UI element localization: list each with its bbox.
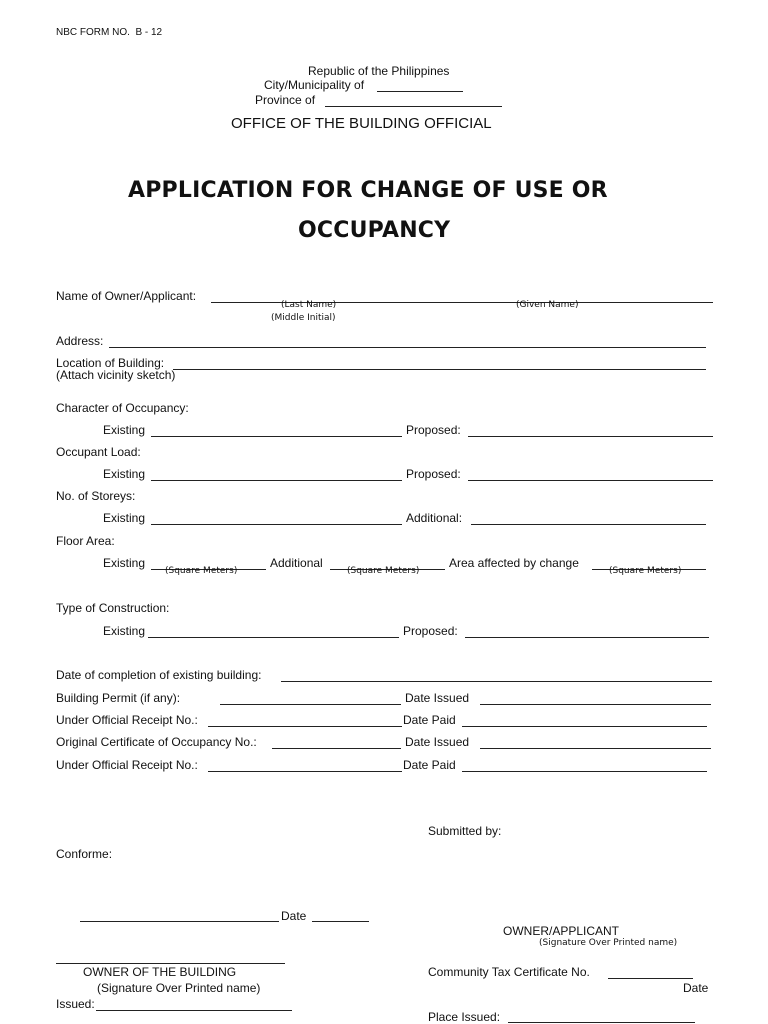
- occupant-load-label: Occupant Load:: [56, 445, 141, 459]
- permit-date-issued-label: Date Issued: [405, 691, 470, 705]
- issued-field[interactable]: [96, 1010, 292, 1011]
- address-label: Address:: [56, 334, 104, 348]
- owner-applicant-caption: OWNER/APPLICANT: [503, 924, 620, 938]
- receipt2-date-paid-field[interactable]: [462, 771, 707, 772]
- floor-affected-unit: (Square Meters): [609, 566, 682, 576]
- owner-building-caption: OWNER OF THE BUILDING: [83, 965, 237, 979]
- floor-additional-unit: (Square Meters): [347, 566, 420, 576]
- form-number: NBC FORM NO. B - 12: [56, 27, 163, 38]
- completion-field[interactable]: [281, 681, 712, 682]
- place-issued-field[interactable]: [508, 1022, 695, 1023]
- ctc-label: Community Tax Certificate No.: [428, 965, 590, 979]
- receipt2-field[interactable]: [208, 771, 402, 772]
- ctc-field[interactable]: [608, 978, 693, 979]
- owner-label: Name of Owner/Applicant:: [56, 289, 197, 303]
- floor-existing-unit: (Square Meters): [165, 566, 238, 576]
- place-issued-label: Place Issued:: [428, 1010, 501, 1024]
- province-label: Province of: [255, 93, 316, 107]
- city-field[interactable]: [377, 91, 463, 92]
- certificate-label: Original Certificate of Occupancy No.:: [56, 735, 257, 749]
- occupant-proposed-field[interactable]: [468, 480, 713, 481]
- construction-proposed-field[interactable]: [465, 637, 709, 638]
- applicant-signature-caption: (Signature Over Printed name): [539, 938, 678, 948]
- permit-date-issued-field[interactable]: [480, 704, 711, 705]
- character-existing-label: Existing: [103, 423, 146, 437]
- floor-affected-label: Area affected by change: [449, 556, 579, 570]
- receipt-label: Under Official Receipt No.:: [56, 713, 198, 727]
- building-permit-label: Building Permit (if any):: [56, 691, 181, 705]
- certificate-date-issued-label: Date Issued: [405, 735, 470, 749]
- vicinity-note: (Attach vicinity sketch): [56, 368, 176, 382]
- location-label: Location of Building:: [56, 356, 165, 370]
- storeys-additional-field[interactable]: [471, 524, 706, 525]
- conforme-date-label: Date: [281, 909, 307, 923]
- given-name-caption: (Given Name): [516, 300, 579, 310]
- storeys-additional-label: Additional:: [406, 511, 463, 525]
- address-field[interactable]: [109, 347, 706, 348]
- issued-label: Issued:: [56, 997, 95, 1011]
- submitted-by-label: Submitted by:: [428, 824, 502, 838]
- storeys-label: No. of Storeys:: [56, 489, 136, 503]
- character-label: Character of Occupancy:: [56, 401, 189, 415]
- last-name-caption: (Last Name): [281, 300, 337, 310]
- owner-building-signature-line[interactable]: [56, 963, 285, 964]
- location-field[interactable]: [173, 369, 706, 370]
- floor-area-label: Floor Area:: [56, 534, 115, 548]
- occupant-existing-field[interactable]: [151, 480, 402, 481]
- republic-line: Republic of the Philippines: [308, 64, 450, 78]
- form-title-line2: OCCUPANCY: [298, 218, 451, 243]
- character-proposed-label: Proposed:: [406, 423, 461, 437]
- receipt-field[interactable]: [208, 726, 402, 727]
- occupant-proposed-label: Proposed:: [406, 467, 461, 481]
- office-title: OFFICE OF THE BUILDING OFFICIAL: [231, 115, 492, 132]
- storeys-existing-field[interactable]: [151, 524, 402, 525]
- city-label: City/Municipality of: [264, 78, 365, 92]
- receipt-date-paid-label: Date Paid: [403, 713, 456, 727]
- character-proposed-field[interactable]: [468, 436, 713, 437]
- storeys-existing-label: Existing: [103, 511, 146, 525]
- construction-existing-label: Existing: [103, 624, 146, 638]
- province-field[interactable]: [325, 106, 502, 107]
- building-permit-field[interactable]: [220, 704, 401, 705]
- completion-label: Date of completion of existing building:: [56, 668, 262, 682]
- ctc-date-label: Date: [683, 981, 709, 995]
- occupant-existing-label: Existing: [103, 467, 146, 481]
- floor-existing-label: Existing: [103, 556, 146, 570]
- middle-initial-caption: (Middle Initial): [271, 313, 336, 323]
- construction-proposed-label: Proposed:: [403, 624, 458, 638]
- receipt2-label: Under Official Receipt No.:: [56, 758, 198, 772]
- conforme-date-field[interactable]: [312, 921, 369, 922]
- receipt2-date-paid-label: Date Paid: [403, 758, 456, 772]
- form-title-line1: APPLICATION FOR CHANGE OF USE OR: [128, 178, 608, 203]
- construction-existing-field[interactable]: [148, 637, 399, 638]
- certificate-field[interactable]: [272, 748, 401, 749]
- character-existing-field[interactable]: [151, 436, 402, 437]
- construction-label: Type of Construction:: [56, 601, 170, 615]
- conforme-signature-line[interactable]: [80, 921, 279, 922]
- floor-additional-label: Additional: [270, 556, 323, 570]
- certificate-date-issued-field[interactable]: [480, 748, 711, 749]
- conforme-label: Conforme:: [56, 847, 113, 861]
- receipt-date-paid-field[interactable]: [462, 726, 707, 727]
- owner-building-signature-caption: (Signature Over Printed name): [97, 981, 261, 995]
